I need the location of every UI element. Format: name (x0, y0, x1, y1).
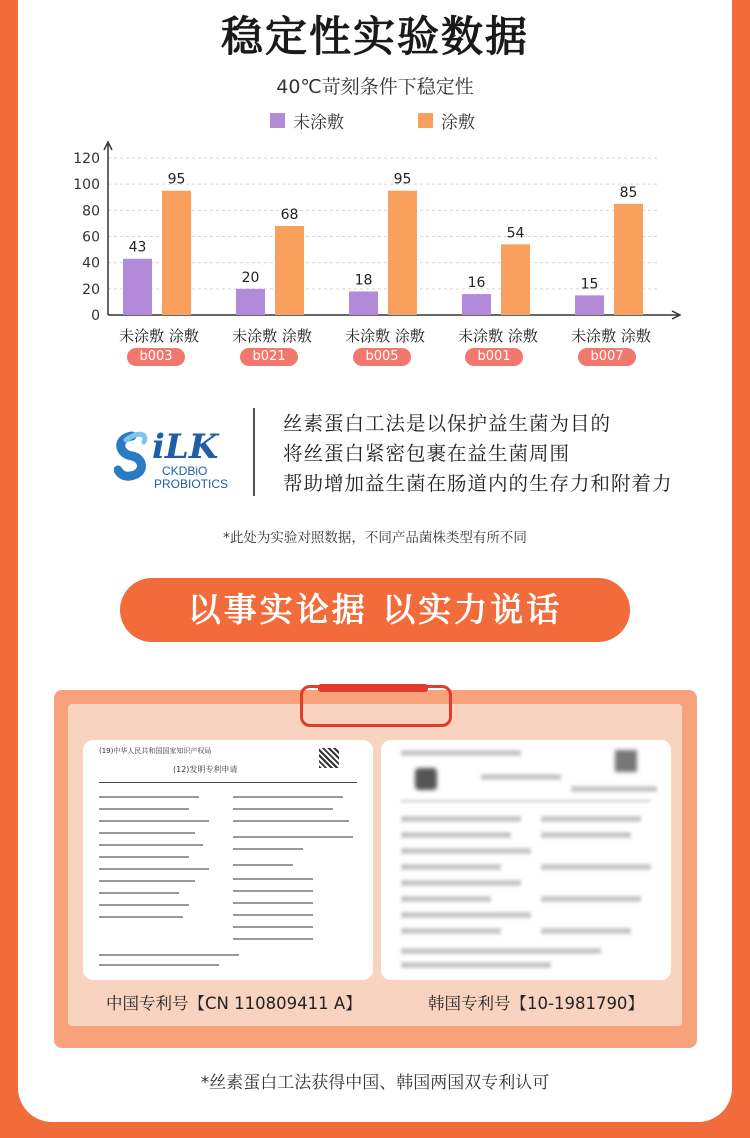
cn-doc-text-line (99, 868, 209, 870)
legend-label-coated: 涂敷 (441, 113, 475, 133)
legend-swatch-uncoated (270, 113, 285, 128)
category-pill-b001: b001 (465, 348, 523, 366)
cn-doc-type: (12)发明专利申请 (173, 765, 238, 774)
kr-doc-emblem (415, 768, 437, 790)
x-tick-label: 未涂敷 涂敷 (458, 327, 538, 345)
cn-doc-text-line (233, 864, 293, 866)
cn-doc-text-line (233, 796, 343, 798)
silk-logo (114, 418, 234, 493)
x-tick-label: 未涂敷 涂敷 (232, 327, 312, 345)
y-tick-label: 40 (82, 255, 100, 272)
cn-doc-text-line (233, 836, 353, 838)
page-title: 稳定性实验数据 (220, 12, 529, 61)
cn-doc-rule (99, 782, 357, 783)
cn-patent-label: 中国专利号【CN 110809411 A】 (106, 994, 362, 1013)
bar-uncoated-b005 (349, 291, 378, 315)
x-tick-label: 未涂敷 涂敷 (571, 327, 651, 345)
kr-doc-text-line (541, 864, 651, 870)
kr-doc-text-line (401, 912, 531, 918)
cn-patent-document (83, 740, 373, 980)
x-tick-label: 未涂敷 涂敷 (119, 327, 199, 345)
kr-doc-text-line (401, 896, 491, 902)
footnote: *丝素蛋白工法获得中国、韩国两国双专利认可 (200, 1073, 550, 1093)
data-label: 54 (506, 225, 525, 242)
bar-coated-b007 (614, 204, 643, 315)
svg-text:iLK: iLK (152, 427, 219, 467)
desc-line-1: 丝素蛋白工法是以保护益生菌为目的 (283, 412, 612, 435)
data-label: 85 (619, 184, 638, 201)
data-label: 43 (128, 239, 147, 256)
logo-text-probiotics: PROBIOTICS (154, 477, 229, 491)
kr-doc-text-line (401, 864, 501, 870)
kr-doc-text-line (571, 786, 657, 792)
kr-doc-text-line (401, 832, 511, 838)
slogan-banner: 以事实论据 以实力说话 (120, 578, 630, 642)
data-label: 20 (241, 269, 260, 286)
x-tick-label: 未涂敷 涂敷 (345, 327, 425, 345)
logo-divider (253, 408, 255, 496)
cn-doc-text-line (233, 890, 313, 892)
experiment-note: *此处为实验对照数据，不同产品菌株类型有所不同 (223, 530, 527, 546)
data-label: 68 (280, 207, 299, 224)
cn-doc-text-line (233, 878, 313, 880)
cn-doc-text-line (99, 904, 189, 906)
cn-qr-code (319, 748, 339, 768)
kr-patent-document (381, 740, 671, 980)
data-label: 95 (393, 171, 412, 188)
kr-doc-text-line (481, 774, 561, 780)
bar-coated-b001 (501, 244, 530, 315)
kr-doc-text-line (541, 832, 631, 838)
bar-uncoated-b007 (575, 295, 604, 315)
legend-item-uncoated (270, 108, 344, 133)
category-pill-b003: b003 (127, 348, 185, 366)
legend-item-coated (418, 108, 475, 133)
cn-doc-text-line (233, 914, 313, 916)
y-tick-label: 100 (73, 177, 100, 194)
y-tick-label: 120 (73, 151, 100, 167)
bar-coated-b003 (162, 191, 191, 315)
kr-doc-text-line (401, 928, 501, 934)
bar-coated-b005 (388, 191, 417, 315)
cn-doc-text-line (233, 938, 313, 940)
cn-doc-text-line (233, 926, 313, 928)
kr-patent-label: 韩国专利号【10-1981790】 (428, 994, 644, 1013)
kr-doc-text-line (401, 816, 521, 822)
cn-doc-text-line (99, 796, 199, 798)
clipboard-clip-bar (318, 684, 428, 692)
kr-doc-text-line (541, 816, 641, 822)
desc-line-3: 帮助增加益生菌在肠道内的生存力和附着力 (283, 472, 673, 495)
cn-doc-text-line (99, 808, 189, 810)
data-label: 15 (580, 276, 599, 293)
desc-line-2: 将丝蛋白紧密包裹在益生菌周围 (283, 442, 571, 465)
kr-doc-text-line (541, 928, 631, 934)
y-tick-label: 20 (82, 281, 100, 298)
cn-doc-text-line (99, 964, 219, 966)
y-tick-label: 0 (91, 308, 100, 324)
cn-doc-text-line (99, 954, 239, 956)
silk-logo-icon (114, 418, 234, 493)
kr-doc-text-line (401, 880, 521, 886)
cn-doc-text-line (233, 808, 333, 810)
cn-doc-text-line (99, 820, 209, 822)
data-label: 18 (354, 272, 373, 289)
cn-doc-text-line (99, 916, 183, 918)
data-label: 95 (167, 171, 186, 188)
kr-doc-rule (401, 800, 651, 802)
chart-title: 40℃苛刻条件下稳定性 (276, 76, 474, 98)
bar-uncoated-b003 (123, 259, 152, 315)
kr-doc-text-line (401, 750, 521, 756)
kr-doc-text-line (401, 948, 601, 954)
cn-doc-text-line (233, 820, 349, 822)
logo-text-ckdbio: CKDBiO (162, 464, 208, 478)
kr-doc-text-line (401, 962, 551, 968)
legend-label-uncoated: 未涂敷 (293, 113, 344, 133)
cn-doc-text-line (99, 844, 203, 846)
cn-doc-text-line (99, 880, 195, 882)
cn-doc-text-line (233, 848, 303, 850)
kr-doc-text-line (541, 896, 641, 902)
cn-doc-text-line (233, 902, 313, 904)
bar-chart (0, 140, 750, 350)
cn-doc-text-line (99, 832, 195, 834)
legend-swatch-coated (418, 113, 433, 128)
category-pill-b021: b021 (240, 348, 298, 366)
data-label: 16 (467, 275, 486, 292)
cn-doc-text-line (99, 856, 189, 858)
y-tick-label: 80 (82, 203, 100, 220)
kr-doc-text-line (401, 848, 531, 854)
kr-qr-code (615, 750, 637, 772)
cn-doc-text-line (99, 892, 179, 894)
cn-doc-header: (19)中华人民共和国国家知识产权局 (99, 747, 212, 755)
y-tick-label: 60 (82, 229, 100, 246)
category-pill-b005: b005 (353, 348, 411, 366)
category-pill-b007: b007 (578, 348, 636, 366)
bar-coated-b021 (275, 226, 304, 315)
bar-uncoated-b021 (236, 289, 265, 315)
bar-uncoated-b001 (462, 294, 491, 315)
